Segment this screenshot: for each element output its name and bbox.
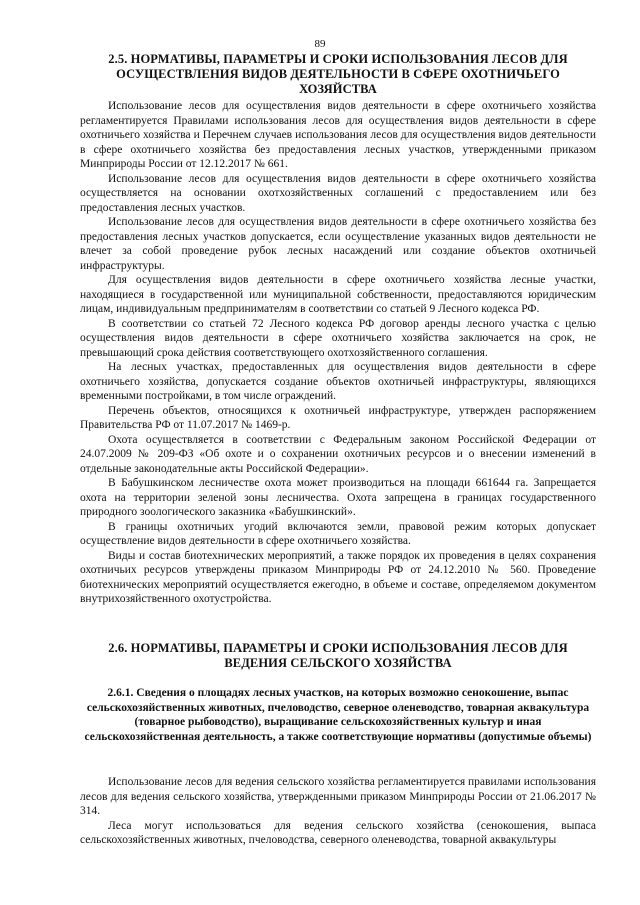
section-heading-2-5: 2.5. НОРМАТИВЫ, ПАРАМЕТРЫ И СРОКИ ИСПОЛЬЗОВАНИЯ ЛЕСОВ ДЛЯ ОСУЩЕСТВЛЕНИЯ ВИДОВ ДЕЯТЕЛЬНОСТИ В СФЕРЕ ОХОТНИЧЬЕГО ХОЗЯЙСТВА (108, 52, 568, 96)
section-2-5-body (80, 99, 596, 607)
paragraph: Леса могут использоваться для ведения сельского хозяйства (сенокошения, выпаса сельскохозяйственных животных, пчеловодства, северного оленеводства, товарной аквакультуры (80, 819, 596, 846)
paragraph: Для осуществления видов деятельности в сфере охотничьего хозяйства лесные участки, находящиеся в государственной или муниципальной собственности, предоставляются юридическим лицам, индивидуальным предпринимателям в соответствии со статьей 9 Лесного кодекса РФ. (80, 274, 596, 315)
paragraph: Использование лесов для ведения сельского хозяйства регламентируется правилами использования лесов для ведения сельского хозяйства, утвержденными приказом Минприроды России от 21.06.2017 № 314. (80, 776, 596, 817)
paragraph: В границы охотничьих угодий включаются земли, правовой режим которых допускает осуществление видов деятельности в сфере охотничьего хозяйства. (80, 520, 596, 547)
paragraph: Виды и состав биотехнических мероприятий, а также порядок их проведения в целях сохранения охотничьих ресурсов утверждены приказом Минприроды РФ от 24.12.2010 № 560. Проведение биотехнических мероприятий осуществляется ежегодно, в объеме и составе, определяемом документом внутрихозяйственного охотустройства. (80, 549, 596, 605)
section-heading-2-6: 2.6. НОРМАТИВЫ, ПАРАМЕТРЫ И СРОКИ ИСПОЛЬЗОВАНИЯ ЛЕСОВ ДЛЯ ВЕДЕНИЯ СЕЛЬСКОГО ХОЗЯЙСТВА (108, 641, 568, 670)
section-2-6-body (80, 775, 596, 848)
page-number: 89 (314, 38, 326, 50)
paragraph: Использование лесов для осуществления видов деятельности в сфере охотничьего хозяйства осуществляется на основании охотхозяйственных соглашений с предоставлением или без предоставления лесных участков. (80, 172, 596, 214)
paragraph: Использование лесов для осуществления видов деятельности в сфере охотничьего хозяйства регламентируется Правилами использования лесов для осуществления видов деятельности в сфере охотничьего хозяйства и Перечнем случаев использования лесов для осуществления видов деятельности в сфере охотничьего хозяйства без предоставления лесных участков, утвержденными приказом Минприроды России от 12.12.2017 № 661. (80, 100, 596, 170)
paragraph: В Бабушкинском лесничестве охота может производиться на площади 661644 га. Запрещается охота на территории зеленой зоны лесничества. Охота запрещена в границах государственного природного зоологического заказника «Бабушкинский». (80, 477, 596, 518)
paragraph: Использование лесов для осуществления видов деятельности в сфере охотничьего хозяйства без предоставления лесных участков допускается, если осуществление указанных видов деятельности не влечет за собой проведение рубок лесных насаждений или создание объектов охотничьей инфраструктуры. (80, 216, 596, 272)
paragraph: Охота осуществляется в соответствии с Федеральным законом Российской Федерации от 24.07.2009 № 209-ФЗ «Об охоте и о сохранении охотничьих ресурсов и о внесении изменений в отдельные законодательные акты Российской Федерации». (80, 433, 596, 475)
paragraph: В соответствии со статьей 72 Лесного кодекса РФ договор аренды лесного участка с целью осуществления видов деятельности в сфере охотничьего хозяйства заключается на срок, не превышающий срока действия соответствующего охотхозяйственного соглашения. (80, 317, 596, 359)
paragraph: Перечень объектов, относящихся к охотничьей инфраструктуре, утвержден распоряжением Правительства РФ от 11.07.2017 № 1469-р. (80, 404, 596, 431)
subsection-heading-2-6-1: 2.6.1. Сведения о площадях лесных участков, на которых возможно сенокошение, выпас сельскохозяйственных животных, пчеловодство, северное оленеводство, товарная аквакультура (товарное рыбоводство), выращивание сельскохозяйственных культур и иная сельскохозяйственная деятельность, а также соответствующие нормативы (допустимые объемы) (84, 687, 592, 743)
paragraph: На лесных участках, предоставленных для осуществления видов деятельности в сфере охотничьего хозяйства, допускается создание объектов охотничьей инфраструктуры, являющихся временными постройками, в том числе ограждений. (80, 361, 596, 402)
